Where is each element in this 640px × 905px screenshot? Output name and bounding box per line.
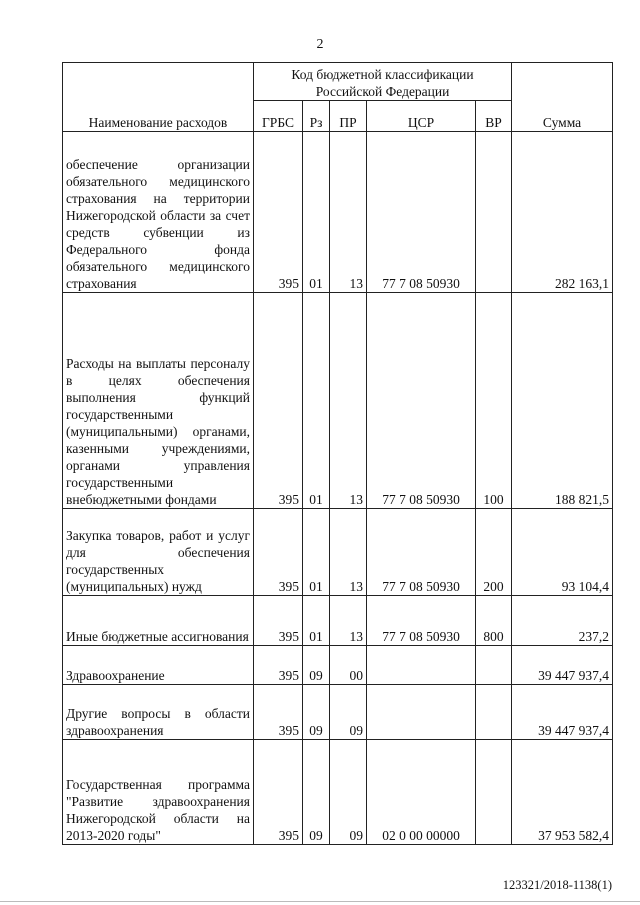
row-csr: 02 0 00 00000 <box>367 740 476 845</box>
header-csr: ЦСР <box>367 101 476 132</box>
row-rz: 01 <box>303 596 330 646</box>
row-sum: 93 104,4 <box>512 509 613 596</box>
row-pr: 09 <box>330 740 367 845</box>
row-grbs: 395 <box>254 596 303 646</box>
row-vr <box>476 685 512 740</box>
row-csr <box>367 646 476 685</box>
row-grbs: 395 <box>254 293 303 509</box>
page-number: 2 <box>316 37 324 52</box>
row-pr: 00 <box>330 646 367 685</box>
row-pr: 13 <box>330 293 367 509</box>
row-csr: 77 7 08 50930 <box>367 293 476 509</box>
table-row <box>63 740 613 845</box>
row-name: Государственная программа "Развитие здравоохранения Нижегородской области на 2013-2020 годы" <box>63 740 254 845</box>
row-rz: 09 <box>303 685 330 740</box>
row-rz: 09 <box>303 740 330 845</box>
row-rz: 01 <box>303 509 330 596</box>
row-sum: 39 447 937,4 <box>512 685 613 740</box>
table-row <box>63 685 613 740</box>
row-sum: 237,2 <box>512 596 613 646</box>
table-row <box>63 132 613 293</box>
header-sum: Сумма <box>512 63 613 132</box>
header-vr: ВР <box>476 101 512 132</box>
table-row <box>63 646 613 685</box>
row-vr <box>476 646 512 685</box>
header-code-group: Код бюджетной классификации Российской Федерации <box>254 63 512 101</box>
page-divider <box>0 901 640 902</box>
row-pr: 13 <box>330 132 367 293</box>
row-sum: 282 163,1 <box>512 132 613 293</box>
row-csr: 77 7 08 50930 <box>367 132 476 293</box>
row-grbs: 395 <box>254 685 303 740</box>
row-name: Расходы на выплаты персоналу в целях обеспечения выполнения функций государственными (муниципальными) органами, казенными учреждениями, органами управления государственными внебюджетными фондами <box>63 293 254 509</box>
row-sum: 37 953 582,4 <box>512 740 613 845</box>
row-sum: 39 447 937,4 <box>512 646 613 685</box>
row-vr <box>476 132 512 293</box>
document-code: 123321/2018-1138(1) <box>502 878 612 892</box>
row-sum: 188 821,5 <box>512 293 613 509</box>
row-name: Другие вопросы в области здравоохранения <box>63 685 254 740</box>
row-grbs: 395 <box>254 509 303 596</box>
row-pr: 13 <box>330 509 367 596</box>
row-vr: 100 <box>476 293 512 509</box>
header-name: Наименование расходов <box>63 63 254 132</box>
row-vr: 200 <box>476 509 512 596</box>
row-name: обеспечение организации обязательного медицинского страхования на территории Нижегородской области за счет средств субвенции из Федерального фонда обязательного медицинского страхования <box>63 132 254 293</box>
row-pr: 13 <box>330 596 367 646</box>
row-csr: 77 7 08 50930 <box>367 509 476 596</box>
row-name: Иные бюджетные ассигнования <box>63 596 254 646</box>
row-vr <box>476 740 512 845</box>
row-name: Закупка товаров, работ и услуг для обеспечения государственных (муниципальных) нужд <box>63 509 254 596</box>
header-grbs: ГРБС <box>254 101 303 132</box>
row-rz: 09 <box>303 646 330 685</box>
header-rz: Рз <box>303 101 330 132</box>
budget-table <box>62 62 613 845</box>
row-grbs: 395 <box>254 132 303 293</box>
row-grbs: 395 <box>254 646 303 685</box>
header-pr: ПР <box>330 101 367 132</box>
table-row <box>63 509 613 596</box>
row-csr <box>367 685 476 740</box>
table-row <box>63 293 613 509</box>
row-rz: 01 <box>303 132 330 293</box>
row-pr: 09 <box>330 685 367 740</box>
row-grbs: 395 <box>254 740 303 845</box>
table-row <box>63 596 613 646</box>
row-csr: 77 7 08 50930 <box>367 596 476 646</box>
row-rz: 01 <box>303 293 330 509</box>
row-name: Здравоохранение <box>63 646 254 685</box>
row-vr: 800 <box>476 596 512 646</box>
